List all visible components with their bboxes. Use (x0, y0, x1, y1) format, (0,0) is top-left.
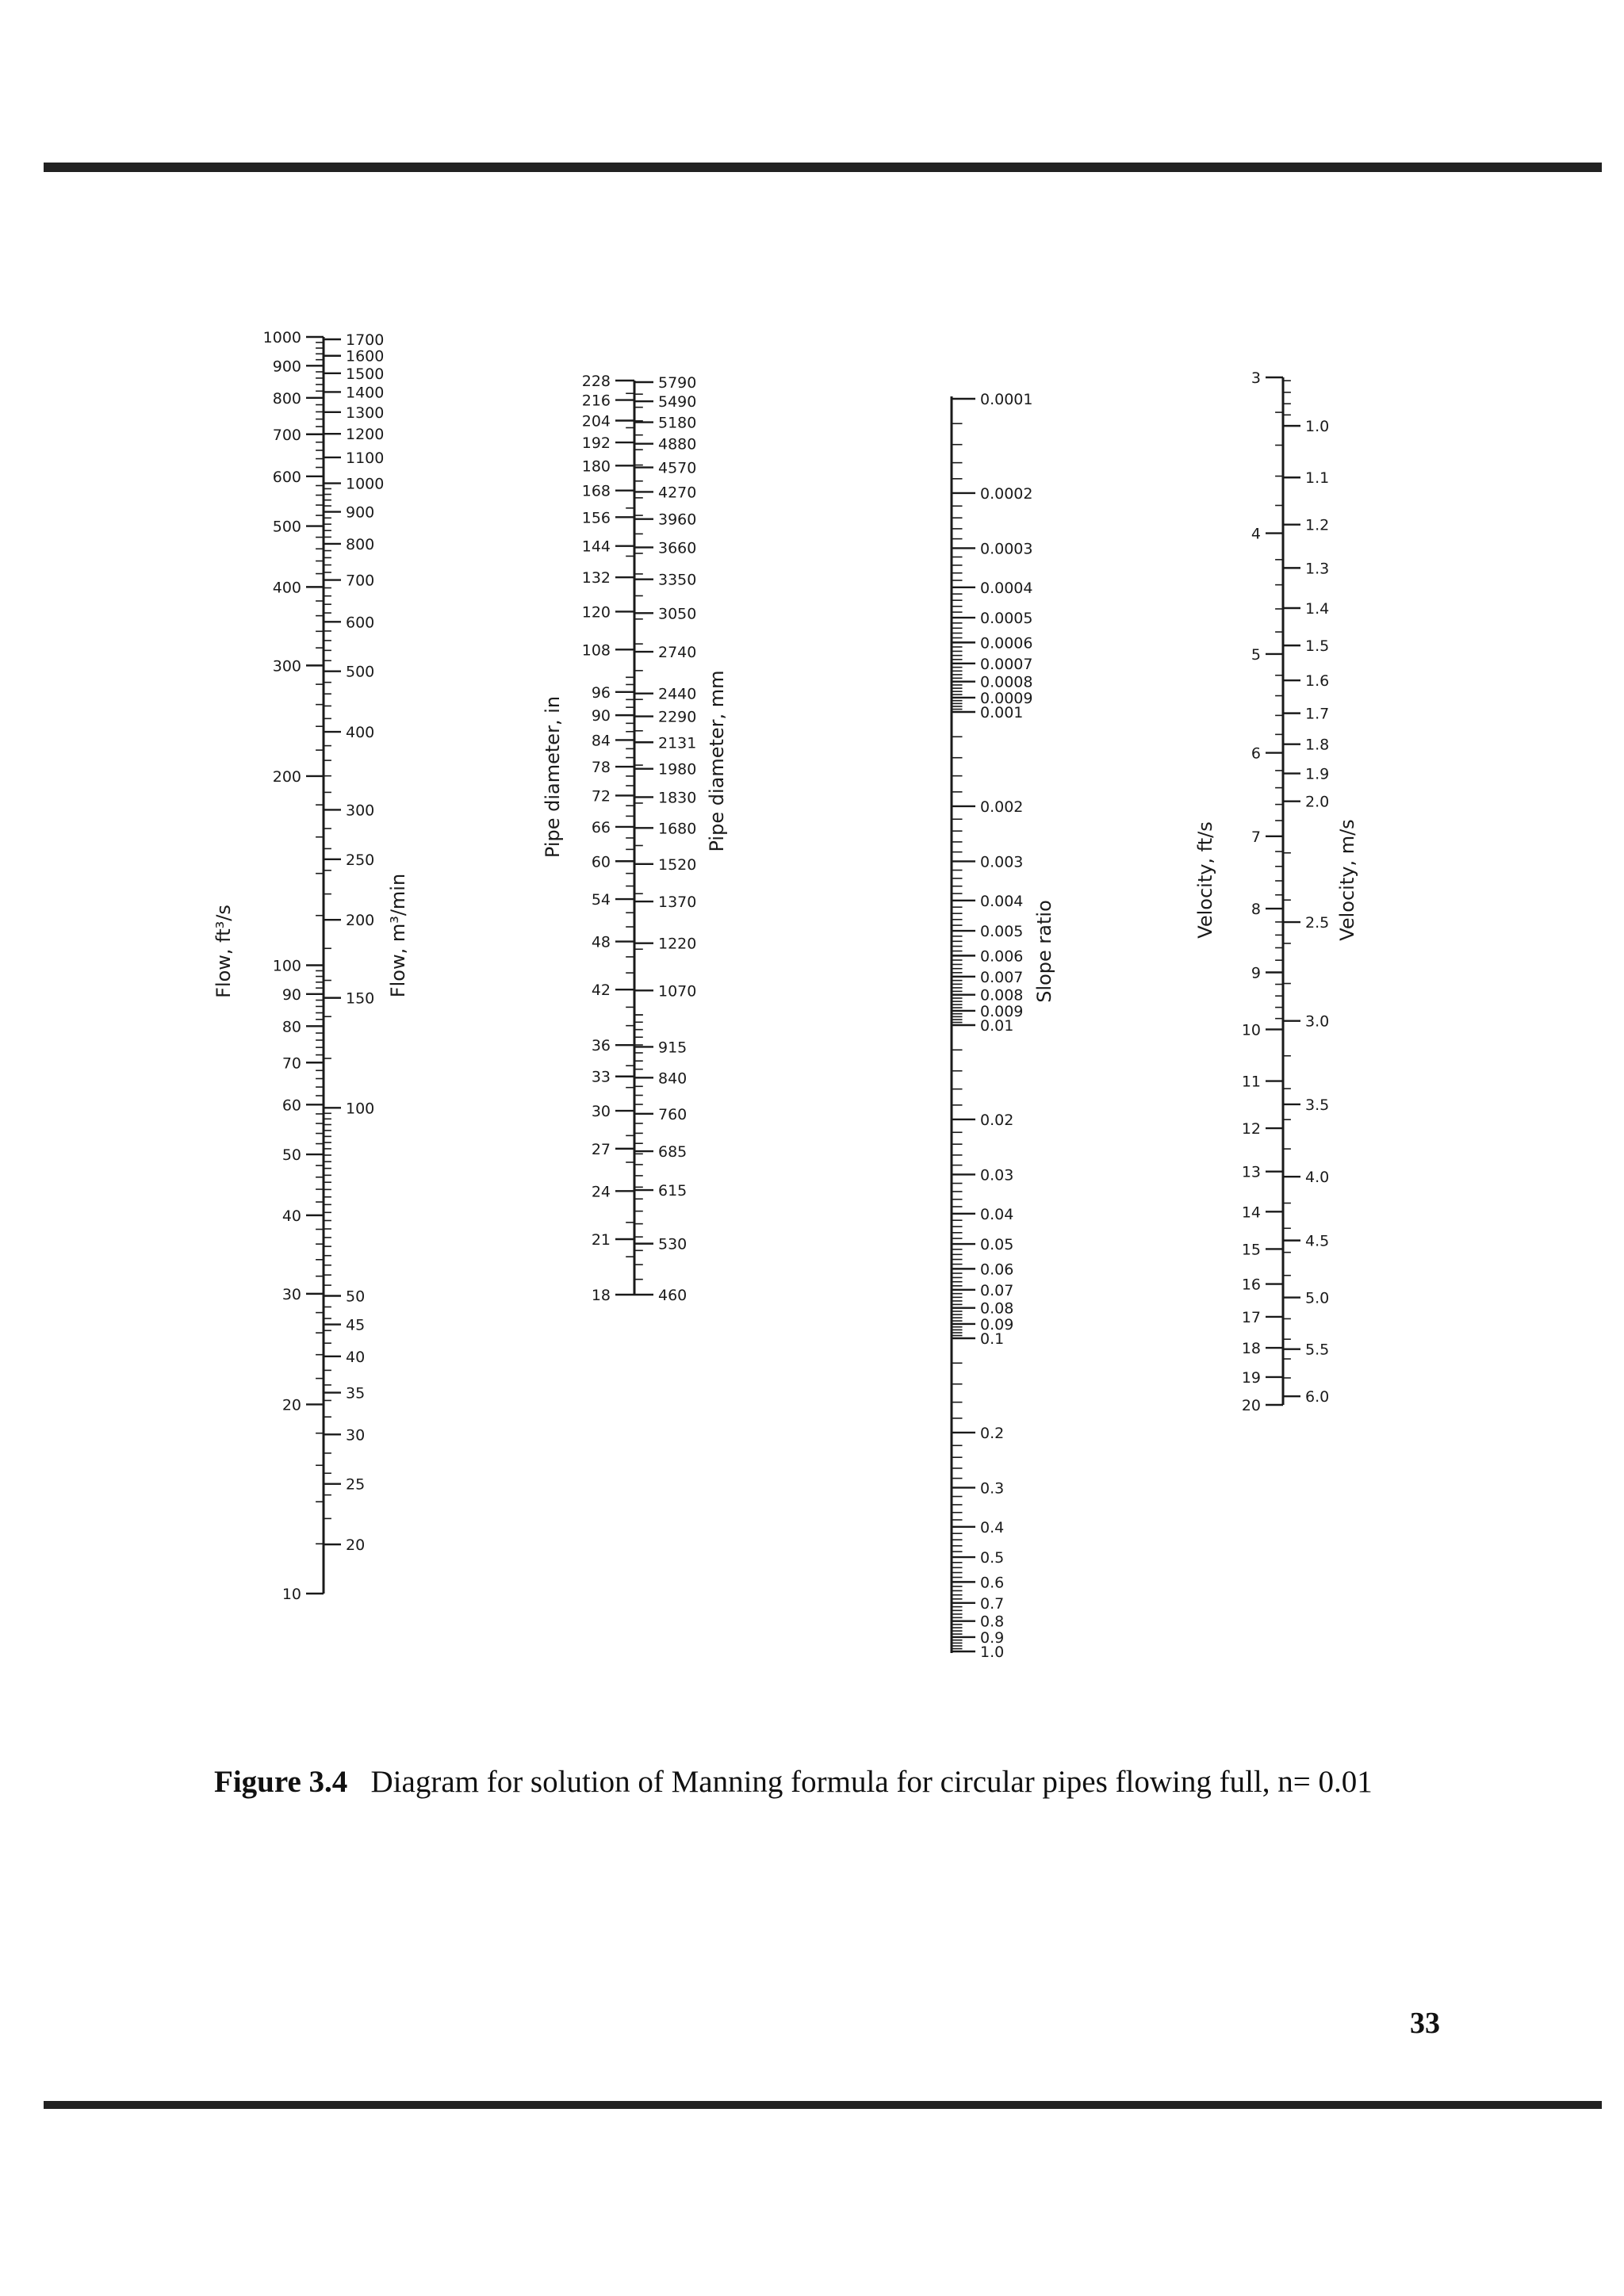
tick-label: 4.5 (1305, 1232, 1330, 1250)
tick-label: 400 (346, 724, 375, 742)
tick-label: 1220 (658, 935, 697, 953)
pipe-diameter-mm-scale (634, 374, 696, 1304)
tick-label: 156 (581, 509, 611, 527)
flow-m3min-scale (324, 331, 384, 1554)
tick-label: 72 (591, 787, 611, 806)
tick-label: 30 (591, 1103, 611, 1121)
tick-label: 18 (1241, 1340, 1261, 1358)
tick-label: 100 (272, 957, 301, 975)
tick-label: 21 (591, 1230, 611, 1249)
tick-label: 1.6 (1305, 672, 1330, 691)
tick-label: 0.7 (980, 1594, 1005, 1613)
tick-label: 50 (282, 1146, 301, 1165)
tick-label: 1000 (262, 329, 301, 346)
tick-label: 19 (1241, 1368, 1261, 1387)
tick-label: 216 (581, 392, 611, 410)
tick-label: 54 (591, 891, 611, 909)
tick-label: 915 (658, 1039, 688, 1057)
tick-label: 1.0 (1305, 418, 1330, 436)
tick-label: 2.5 (1305, 914, 1330, 932)
tick-label: 2740 (658, 644, 697, 662)
tick-label: 615 (658, 1182, 688, 1200)
tick-label: 0.6 (980, 1574, 1005, 1592)
tick-label: 1400 (346, 384, 385, 402)
tick-label: 20 (282, 1396, 301, 1414)
figure-caption-text: Diagram for solution of Manning formula for circular pipes flowing full, n= 0.01 (370, 1765, 1373, 1799)
tick-label: 1200 (346, 426, 385, 444)
tick-label: 0.09 (980, 1315, 1014, 1334)
tick-label: 0.002 (980, 798, 1024, 816)
tick-label: 0.0009 (980, 689, 1033, 707)
velocity-fts-scale (1242, 369, 1283, 1414)
tick-label: 60 (282, 1096, 301, 1115)
tick-label: 0.005 (980, 923, 1024, 941)
tick-label: 200 (272, 767, 301, 786)
tick-label: 0.004 (980, 892, 1024, 910)
tick-label: 300 (346, 802, 375, 820)
tick-label: 1070 (658, 982, 697, 1001)
tick-label: 7 (1251, 828, 1261, 846)
tick-label: 5.5 (1305, 1341, 1330, 1359)
tick-label: 5.0 (1305, 1289, 1330, 1307)
tick-label: 0.02 (980, 1111, 1014, 1129)
axis-title-flow-cfs: Flow, ft³/s (213, 905, 235, 998)
tick-label: 0.0004 (980, 579, 1033, 597)
tick-label: 120 (581, 603, 611, 622)
tick-label: 1000 (346, 475, 385, 493)
tick-label: 0.9 (980, 1628, 1005, 1647)
tick-label: 3050 (658, 605, 697, 623)
axis-title-pipe-in: Pipe diameter, in (542, 695, 564, 859)
tick-label: 0.0006 (980, 634, 1033, 652)
tick-label: 25 (346, 1475, 366, 1494)
tick-label: 1700 (346, 331, 385, 349)
tick-label: 1600 (346, 347, 385, 365)
tick-label: 500 (272, 518, 301, 536)
tick-label: 1680 (658, 820, 697, 838)
tick-label: 204 (581, 412, 611, 430)
tick-label: 42 (591, 982, 611, 1000)
tick-label: 4.0 (1305, 1169, 1330, 1187)
tick-label: 2290 (658, 708, 697, 726)
tick-label: 5490 (658, 393, 697, 411)
tick-label: 1.8 (1305, 736, 1330, 754)
tick-label: 1.4 (1305, 599, 1330, 618)
axis-title-pipe-mm: Pipe diameter, mm (706, 670, 728, 852)
velocity-ms-scale (1283, 381, 1329, 1406)
tick-label: 0.3 (980, 1479, 1005, 1498)
tick-label: 0.5 (980, 1549, 1005, 1567)
tick-label: 1520 (658, 855, 697, 874)
tick-label: 0.03 (980, 1166, 1014, 1184)
axis-title-vel-fts: Velocity, ft/s (1194, 821, 1216, 939)
tick-label: 1500 (346, 365, 385, 383)
tick-label: 0.06 (980, 1261, 1014, 1279)
tick-label: 24 (591, 1183, 611, 1201)
tick-label: 0.009 (980, 1002, 1024, 1020)
tick-label: 2440 (658, 685, 697, 703)
tick-label: 8 (1251, 901, 1261, 919)
tick-label: 800 (272, 389, 301, 408)
tick-label: 0.05 (980, 1236, 1014, 1254)
tick-label: 0.0005 (980, 610, 1033, 628)
tick-label: 3960 (658, 511, 697, 529)
tick-label: 0.0007 (980, 655, 1033, 673)
tick-label: 10 (1241, 1021, 1261, 1039)
tick-label: 0.01 (980, 1017, 1014, 1035)
tick-label: 5 (1251, 645, 1261, 664)
tick-label: 40 (346, 1348, 366, 1366)
tick-label: 2131 (658, 734, 697, 752)
tick-label: 5790 (658, 374, 697, 392)
tick-label: 1.5 (1305, 637, 1330, 656)
tick-label: 84 (591, 732, 611, 750)
tick-label: 60 (591, 853, 611, 871)
tick-label: 0.04 (980, 1205, 1014, 1223)
tick-label: 1.9 (1305, 765, 1330, 783)
tick-label: 96 (591, 683, 611, 702)
tick-label: 0.07 (980, 1281, 1014, 1299)
tick-label: 1100 (346, 449, 385, 467)
tick-label: 0.2 (980, 1424, 1005, 1442)
tick-label: 0.0008 (980, 673, 1033, 691)
tick-label: 3.0 (1305, 1012, 1330, 1031)
figure-label: Figure 3.4 (214, 1765, 348, 1799)
tick-label: 600 (272, 468, 301, 486)
tick-label: 17 (1241, 1308, 1261, 1326)
tick-label: 4270 (658, 484, 697, 502)
tick-label: 15 (1241, 1241, 1261, 1259)
tick-label: 144 (581, 538, 611, 556)
tick-label: 1.7 (1305, 705, 1330, 723)
tick-label: 0.001 (980, 704, 1024, 721)
tick-label: 760 (658, 1105, 688, 1123)
pipe-diameter-in-scale (582, 373, 634, 1304)
flow-cfs-scale (263, 329, 324, 1603)
axis-titles (213, 670, 1358, 1002)
tick-label: 10 (282, 1586, 301, 1603)
tick-label: 0.08 (980, 1299, 1014, 1318)
tick-label: 400 (272, 579, 301, 597)
tick-label: 840 (658, 1070, 688, 1088)
tick-label: 1370 (658, 894, 697, 912)
axis-title-flow-m3min: Flow, m³/min (387, 873, 409, 998)
tick-label: 12 (1241, 1120, 1261, 1138)
tick-label: 250 (346, 851, 375, 869)
tick-label: 20 (1241, 1397, 1261, 1414)
tick-label: 27 (591, 1140, 611, 1158)
tick-label: 11 (1241, 1073, 1261, 1091)
tick-label: 1.0 (980, 1644, 1005, 1661)
tick-label: 2.0 (1305, 793, 1330, 811)
tick-label: 3.5 (1305, 1096, 1330, 1114)
tick-label: 1.2 (1305, 516, 1330, 534)
tick-label: 78 (591, 759, 611, 777)
tick-label: 18 (591, 1287, 611, 1304)
tick-label: 900 (346, 503, 375, 522)
tick-label: 0.8 (980, 1613, 1005, 1631)
tick-label: 3 (1251, 369, 1261, 387)
tick-label: 150 (346, 989, 375, 1008)
tick-label: 80 (282, 1018, 301, 1036)
tick-label: 48 (591, 933, 611, 951)
tick-label: 0.0003 (980, 540, 1033, 558)
tick-label: 4880 (658, 435, 697, 453)
tick-label: 700 (346, 572, 375, 590)
tick-label: 100 (346, 1100, 375, 1118)
axis-title-vel-ms: Velocity, m/s (1336, 819, 1358, 941)
page-number: 33 (1410, 2007, 1440, 2040)
tick-label: 1.1 (1305, 469, 1330, 488)
tick-label: 3660 (658, 539, 697, 557)
tick-label: 700 (272, 426, 301, 444)
tick-label: 14 (1241, 1203, 1261, 1222)
tick-label: 13 (1241, 1163, 1261, 1181)
tick-label: 70 (282, 1054, 301, 1073)
tick-label: 0.006 (980, 947, 1024, 966)
tick-label: 6 (1251, 744, 1261, 763)
tick-label: 900 (272, 358, 301, 376)
tick-label: 108 (581, 641, 611, 660)
tick-label: 0.007 (980, 968, 1024, 986)
tick-label: 50 (346, 1288, 366, 1306)
tick-label: 1980 (658, 760, 697, 779)
tick-label: 9 (1251, 964, 1261, 982)
slope-ratio-scale (952, 391, 1032, 1661)
tick-label: 40 (282, 1207, 301, 1225)
tick-label: 30 (346, 1426, 366, 1445)
tick-label: 45 (346, 1316, 366, 1334)
tick-label: 36 (591, 1037, 611, 1055)
tick-label: 200 (346, 912, 375, 930)
axis-title-slope: Slope ratio (1033, 900, 1055, 1003)
tick-label: 500 (346, 663, 375, 681)
tick-label: 0.0001 (980, 391, 1033, 408)
tick-label: 0.003 (980, 853, 1024, 871)
tick-label: 800 (346, 535, 375, 553)
tick-label: 4570 (658, 459, 697, 477)
tick-label: 35 (346, 1384, 366, 1402)
tick-label: 1830 (658, 789, 697, 807)
tick-label: 1.3 (1305, 560, 1330, 578)
tick-label: 0.0002 (980, 484, 1033, 503)
tick-label: 530 (658, 1235, 688, 1253)
tick-label: 90 (591, 707, 611, 725)
figure-caption (214, 1764, 1483, 1800)
tick-label: 6.0 (1305, 1388, 1330, 1406)
tick-label: 4 (1251, 525, 1261, 543)
tick-label: 168 (581, 482, 611, 500)
tick-label: 90 (282, 985, 301, 1004)
tick-label: 33 (591, 1068, 611, 1086)
tick-label: 1300 (346, 404, 385, 422)
tick-label: 132 (581, 569, 611, 587)
tick-label: 0.4 (980, 1518, 1005, 1536)
tick-label: 600 (346, 614, 375, 632)
tick-label: 66 (591, 818, 611, 836)
tick-label: 228 (581, 373, 611, 390)
tick-label: 180 (581, 457, 611, 476)
tick-label: 5180 (658, 414, 697, 432)
tick-label: 192 (581, 434, 611, 453)
tick-label: 30 (282, 1285, 301, 1303)
tick-label: 20 (346, 1536, 366, 1554)
tick-label: 300 (272, 657, 301, 675)
tick-label: 0.008 (980, 986, 1024, 1004)
tick-label: 460 (658, 1287, 688, 1304)
tick-label: 0.1 (980, 1330, 1005, 1348)
tick-label: 16 (1241, 1276, 1261, 1294)
tick-label: 3350 (658, 571, 697, 589)
tick-label: 685 (658, 1143, 688, 1161)
